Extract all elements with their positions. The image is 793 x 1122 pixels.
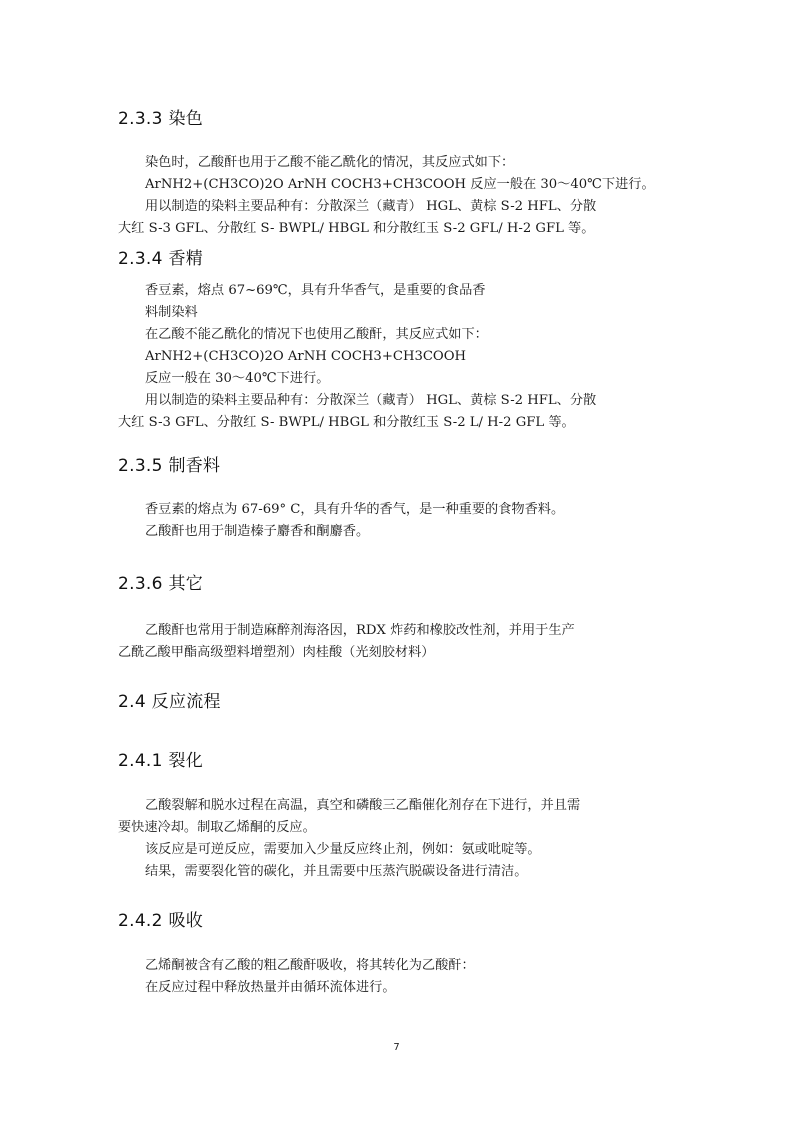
text-line: 该反应是可逆反应，需要加入少量反应终止剂，例如：氨或吡啶等。 xyxy=(145,842,541,857)
text-line: 结果，需要裂化管的碳化，并且需要中压蒸汽脱碳设备进行清洁。 xyxy=(145,864,528,879)
page-number: 7 xyxy=(393,1042,400,1053)
text-line: 用以制造的染料主要品种有：分散深兰（藏青） HGL、黄棕 S-2 HFL、分散 xyxy=(145,199,597,214)
text-line: 用以制造的染料主要品种有：分散深兰（藏青） HGL、黄棕 S-2 HFL、分散 xyxy=(145,393,597,408)
text-line: ArNH2+(CH3CO)2O ArNH COCH3+CH3COOH xyxy=(145,349,467,364)
text-line: 乙酰乙酸甲酯高级塑料增塑剂）肉桂酸（光刻胶材料） xyxy=(118,645,435,660)
text-line: 大红 S-3 GFL、分散红 S- BWPL/ HBGL 和分散红玉 S-2 GFL/ H-2 GFL 等。 xyxy=(118,221,595,236)
text-line: 乙酸酐也用于制造榛子麝香和酮麝香。 xyxy=(145,524,370,539)
text-line: 在反应过程中释放热量并由循环流体进行。 xyxy=(145,980,396,995)
section-body-2-3-6 xyxy=(118,620,688,664)
section-heading-2-3-3: 2.3.3 染色 xyxy=(118,109,204,129)
text-line: 香豆素，熔点 67~69℃，具有升华香气，是重要的食品香 xyxy=(145,283,486,298)
section-heading-2-4-1: 2.4.1 裂化 xyxy=(118,751,204,771)
text-line: 大红 S-3 GFL、分散红 S- BWPL/ HBGL 和分散红玉 S-2 L/ H-2 GFL 等。 xyxy=(118,415,575,430)
section-heading-2-3-5: 2.3.5 制香料 xyxy=(118,456,221,476)
section-heading-2-4: 2.4 反应流程 xyxy=(118,692,221,712)
section-heading-2-4-2: 2.4.2 吸收 xyxy=(118,911,204,931)
text-line: 反应一般在 30～40℃下进行。 xyxy=(145,371,330,386)
section-body-2-4-1 xyxy=(118,795,688,883)
section-body-2-3-5 xyxy=(118,499,688,543)
text-line: 乙烯酮被含有乙酸的粗乙酸酐吸收，将其转化为乙酸酐： xyxy=(145,958,475,973)
text-line: 要快速冷却。制取乙烯酮的反应。 xyxy=(118,820,316,835)
text-line: 乙酸裂解和脱水过程在高温，真空和磷酸三乙酯催化剂存在下进行，并且需 xyxy=(145,798,581,813)
section-body-2-4-2 xyxy=(118,955,688,999)
text-line: 在乙酸不能乙酰化的情况下也使用乙酸酐，其反应式如下： xyxy=(145,327,488,342)
section-body-2-3-3 xyxy=(118,152,688,240)
text-line: ArNH2+(CH3CO)2O ArNH COCH3+CH3COOH 反应一般在 30～40℃下进行。 xyxy=(145,177,655,192)
text-line: 染色时，乙酸酐也用于乙酸不能乙酰化的情况，其反应式如下： xyxy=(145,155,515,170)
text-line: 香豆素的熔点为 67-69° C，具有升华的香气，是一种重要的食物香料。 xyxy=(145,502,565,517)
text-line: 乙酸酐也常用于制造麻醉剂海洛因，RDX 炸药和橡胶改性剂，并用于生产 xyxy=(145,623,575,638)
text-line: 料制染料 xyxy=(145,305,198,320)
section-body-2-3-4 xyxy=(118,280,688,434)
section-heading-2-3-4: 2.3.4 香精 xyxy=(118,249,204,269)
section-heading-2-3-6: 2.3.6 其它 xyxy=(118,574,204,594)
